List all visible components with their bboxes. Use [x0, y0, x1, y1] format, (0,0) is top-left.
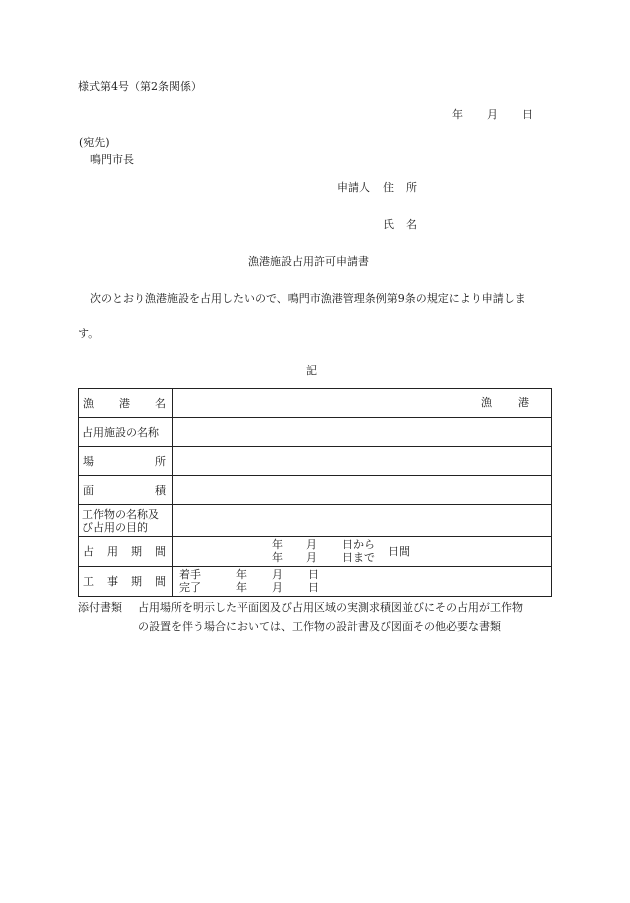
port-name-value[interactable] — [173, 389, 552, 418]
construction-value[interactable]: 着手 年 月 日 完了 年 月 日 — [173, 567, 552, 597]
construction-end: 完了 — [179, 581, 201, 594]
port-suffix-1: 漁 — [481, 396, 492, 409]
label-period: 占 用 期 間 — [79, 537, 173, 567]
date-month: 月 — [487, 108, 498, 121]
structure-value[interactable] — [173, 505, 552, 537]
row-area — [79, 476, 552, 505]
period-days: 日間 — [388, 545, 410, 558]
row-port-name — [79, 389, 552, 418]
body-text-line1: 次のとおり漁港施設を占用したいので、鳴門市漁港管理条例第9条の規定により申請しま — [90, 292, 526, 305]
period-from: 日から — [342, 538, 375, 551]
label-area: 面 積 — [79, 476, 173, 505]
date-year: 年 — [452, 108, 463, 121]
place-value[interactable] — [173, 447, 552, 476]
port-suffix-2: 港 — [518, 396, 529, 409]
body-text-line2: す。 — [78, 327, 100, 340]
row-place — [79, 447, 552, 476]
attachment-label: 添付書類 — [78, 601, 122, 614]
attachment-line2: の設置を伴う場合においては、工作物の設計書及び図面その他必要な書類 — [138, 620, 501, 633]
addressee-prefix: (宛先) — [79, 136, 110, 149]
row-construction — [79, 567, 552, 597]
row-period — [79, 537, 552, 567]
form-number: 様式第4号（第2条関係） — [78, 80, 202, 93]
label-construction: 工 事 期 間 — [79, 567, 173, 597]
addressee-name: 鳴門市長 — [90, 153, 134, 166]
area-value[interactable] — [173, 476, 552, 505]
applicant-role: 申請人 — [337, 181, 370, 194]
facility-name-value[interactable] — [173, 418, 552, 447]
date-day: 日 — [522, 108, 533, 121]
label-port-name: 漁 港 名 — [79, 389, 173, 418]
row-facility-name — [79, 418, 552, 447]
attachment-line1: 占用場所を明示した平面図及び占用区域の実測求積図並びにその占用が工作物 — [138, 601, 523, 614]
label-facility-name: 占用施設の名称 — [79, 418, 173, 447]
address-label: 住 所 — [383, 181, 417, 194]
ki-heading: 記 — [306, 364, 317, 377]
label-structure: 工作物の名称及 び占用の目的 — [79, 505, 173, 537]
name-label: 氏 名 — [383, 218, 417, 231]
label-place: 場 所 — [79, 447, 173, 476]
application-table — [78, 388, 552, 597]
row-structure — [79, 505, 552, 537]
period-to: 日まで — [342, 551, 375, 564]
construction-start: 着手 — [179, 568, 201, 581]
period-value[interactable]: 年 月 日から 年 月 日まで 日間 — [173, 537, 552, 567]
document-title: 漁港施設占用許可申請書 — [248, 255, 369, 268]
